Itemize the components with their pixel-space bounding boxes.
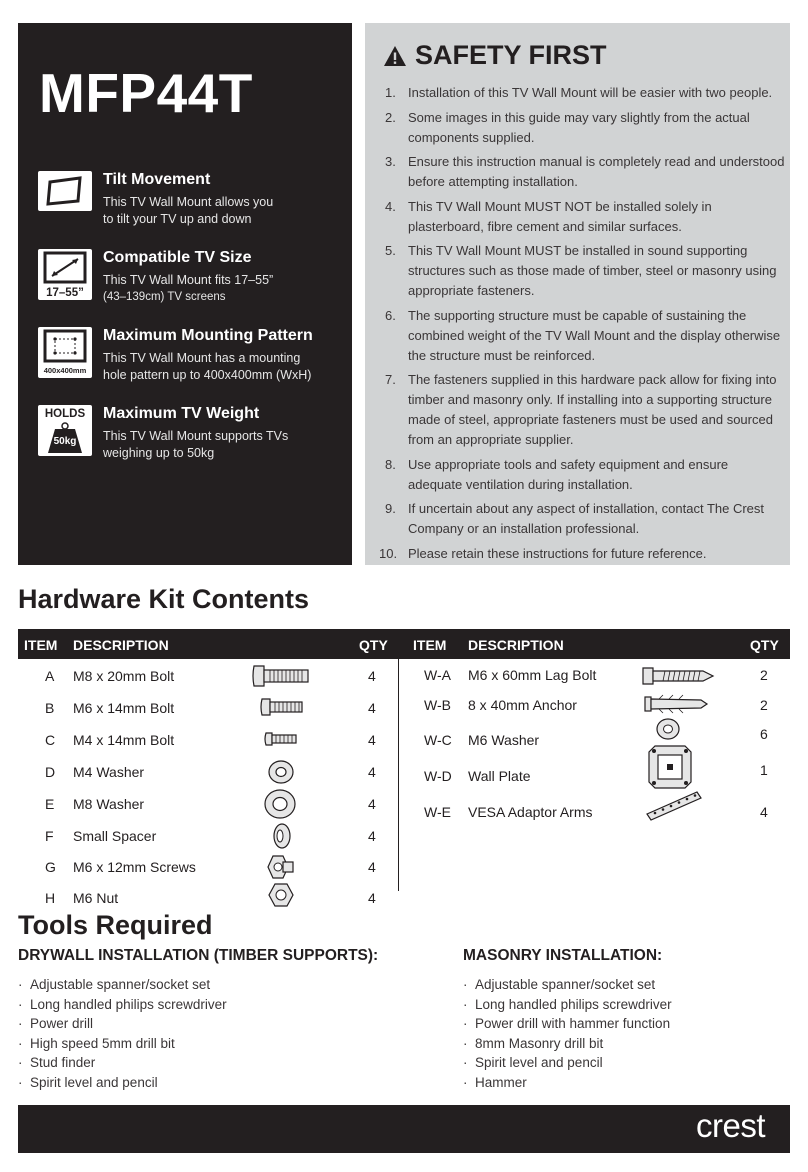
safety-list bbox=[375, 83, 785, 568]
feature-title: Maximum Mounting Pattern bbox=[103, 327, 313, 344]
adaptor-arm-icon bbox=[643, 788, 703, 824]
list-item: · Adjustable spanner/socket set bbox=[18, 975, 227, 995]
header-item: ITEM bbox=[413, 637, 447, 653]
safety-panel bbox=[365, 23, 790, 565]
masonry-title: MASONRY INSTALLATION: bbox=[463, 947, 663, 964]
product-panel bbox=[18, 23, 352, 565]
table-row: A M8 x 20mm Bolt 4 bbox=[18, 662, 398, 690]
safety-title: SAFETY FIRST bbox=[383, 40, 607, 71]
bolt-medium-icon bbox=[258, 694, 304, 720]
feature-weight bbox=[38, 405, 348, 475]
safety-item: 4. This TV Wall Mount MUST NOT be installed solely in plasterboard, fibre cement and similar surfaces. bbox=[385, 198, 712, 234]
header-description: DESCRIPTION bbox=[73, 637, 169, 653]
wall-plate-icon bbox=[645, 742, 695, 792]
feature-title: Maximum TV Weight bbox=[103, 405, 260, 422]
safety-item: 2. Some images in this guide may vary slightly from the actual components supplied. bbox=[385, 109, 750, 145]
lag-bolt-icon bbox=[641, 663, 717, 689]
list-item: · Spirit level and pencil bbox=[18, 1073, 227, 1093]
list-item: · Power drill bbox=[18, 1014, 227, 1034]
feature-title: Compatible TV Size bbox=[103, 249, 252, 266]
washer-small-icon bbox=[266, 758, 296, 786]
list-item: · Stud finder bbox=[18, 1053, 227, 1073]
bolt-small-icon bbox=[262, 726, 298, 752]
table-row: E M8 Washer 4 bbox=[18, 790, 398, 818]
brand-logo: crest bbox=[695, 1107, 765, 1144]
safety-item: 8. Use appropriate tools and safety equipment and ensure adequate ventilation during installation. bbox=[385, 456, 729, 492]
hardware-title: Hardware Kit Contents bbox=[18, 584, 310, 614]
table-row: H M6 Nut 4 bbox=[18, 884, 398, 912]
header-description: DESCRIPTION bbox=[468, 637, 564, 653]
feature-mounting-pattern bbox=[38, 327, 348, 397]
washer-large-icon bbox=[263, 788, 297, 820]
list-item: · Long handled philips screwdriver bbox=[463, 995, 672, 1015]
table-row: W-B 8 x 40mm Anchor 2 bbox=[399, 691, 790, 719]
list-item: · Power drill with hammer function bbox=[463, 1014, 672, 1034]
safety-item: 5. This TV Wall Mount MUST be installed in sound supporting structures such as those made of timber, steel or masonry using appropriate fasteners. bbox=[385, 243, 777, 298]
safety-item: 1. Installation of this TV Wall Mount will be easier with two people. bbox=[385, 85, 773, 100]
masonry-tools-list bbox=[463, 975, 672, 1092]
table-row: W-D Wall Plate 1 bbox=[399, 762, 790, 790]
tilt-icon bbox=[38, 171, 92, 211]
weight-icon: HOLDS 50kg bbox=[38, 405, 92, 456]
list-item: · 8mm Masonry drill bit bbox=[463, 1034, 672, 1054]
list-item: · Adjustable spanner/socket set bbox=[463, 975, 672, 995]
header-qty: QTY bbox=[750, 637, 779, 653]
footer-bar bbox=[18, 1105, 790, 1153]
warning-icon bbox=[383, 45, 407, 67]
washer-icon bbox=[655, 717, 681, 741]
list-item: · Long handled philips screwdriver bbox=[18, 995, 227, 1015]
screw-icon bbox=[265, 853, 295, 881]
feature-text: This TV Wall Mount fits 17–55” (43–139cm) TV screens bbox=[103, 273, 274, 303]
feature-text: This TV Wall Mount supports TVs weighing up to 50kg bbox=[103, 429, 289, 460]
feature-title: Tilt Movement bbox=[103, 171, 211, 188]
feature-text: This TV Wall Mount has a mounting hole pattern up to 400x400mm (WxH) bbox=[103, 351, 312, 382]
tools-title: Tools Required bbox=[18, 910, 213, 940]
tv-size-icon: 17–55” bbox=[38, 249, 92, 300]
list-item: · Spirit level and pencil bbox=[463, 1053, 672, 1073]
table-row: D M4 Washer 4 bbox=[18, 758, 398, 786]
model-title: MFP44T bbox=[39, 62, 253, 124]
drywall-tools-list bbox=[18, 975, 227, 1092]
list-item: · High speed 5mm drill bit bbox=[18, 1034, 227, 1054]
table-row: C M4 x 14mm Bolt 4 bbox=[18, 726, 398, 754]
anchor-icon bbox=[643, 693, 709, 715]
nut-icon bbox=[268, 882, 294, 908]
header-qty: QTY bbox=[359, 637, 388, 653]
safety-item: 9. If uncertain about any aspect of installation, contact The Crest Company or an installation professional. bbox=[385, 501, 765, 536]
feature-tv-size bbox=[38, 249, 348, 319]
table-row: G M6 x 12mm Screws 4 bbox=[18, 853, 398, 881]
table-row: W-C M6 Washer 6 bbox=[399, 726, 790, 754]
bolt-large-icon bbox=[250, 662, 310, 690]
table-row: B M6 x 14mm Bolt 4 bbox=[18, 694, 398, 722]
hardware-table-header bbox=[18, 629, 790, 659]
table-row: W-E VESA Adaptor Arms 4 bbox=[399, 798, 790, 826]
table-row: F Small Spacer 4 bbox=[18, 822, 398, 850]
safety-item: 7. The fasteners supplied in this hardware pack allow for fixing into timber and masonry only. If installing into a supporting structure made of steel, appropriate fasteners must be used and sourced from an appropriate supplier. bbox=[385, 372, 777, 447]
table-row: W-A M6 x 60mm Lag Bolt 2 bbox=[399, 661, 790, 689]
mounting-pattern-icon: 400x400mm bbox=[38, 327, 92, 378]
feature-text: This TV Wall Mount allows you to tilt your TV up and down bbox=[103, 195, 274, 226]
header-item: ITEM bbox=[24, 637, 58, 653]
feature-tilt bbox=[38, 171, 348, 241]
list-item: · Hammer bbox=[463, 1073, 672, 1093]
drywall-title: DRYWALL INSTALLATION (TIMBER SUPPORTS): bbox=[18, 947, 379, 964]
spacer-icon bbox=[272, 822, 292, 850]
safety-item: 6. The supporting structure must be capable of sustaining the combined weight of the TV Wall Mount and the display otherwise the structure must be reinforced. bbox=[385, 307, 781, 363]
safety-item: 3. Ensure this instruction manual is completely read and understood before attempting installation. bbox=[385, 154, 785, 189]
safety-item: 10. Please retain these instructions for future reference. bbox=[379, 545, 707, 561]
